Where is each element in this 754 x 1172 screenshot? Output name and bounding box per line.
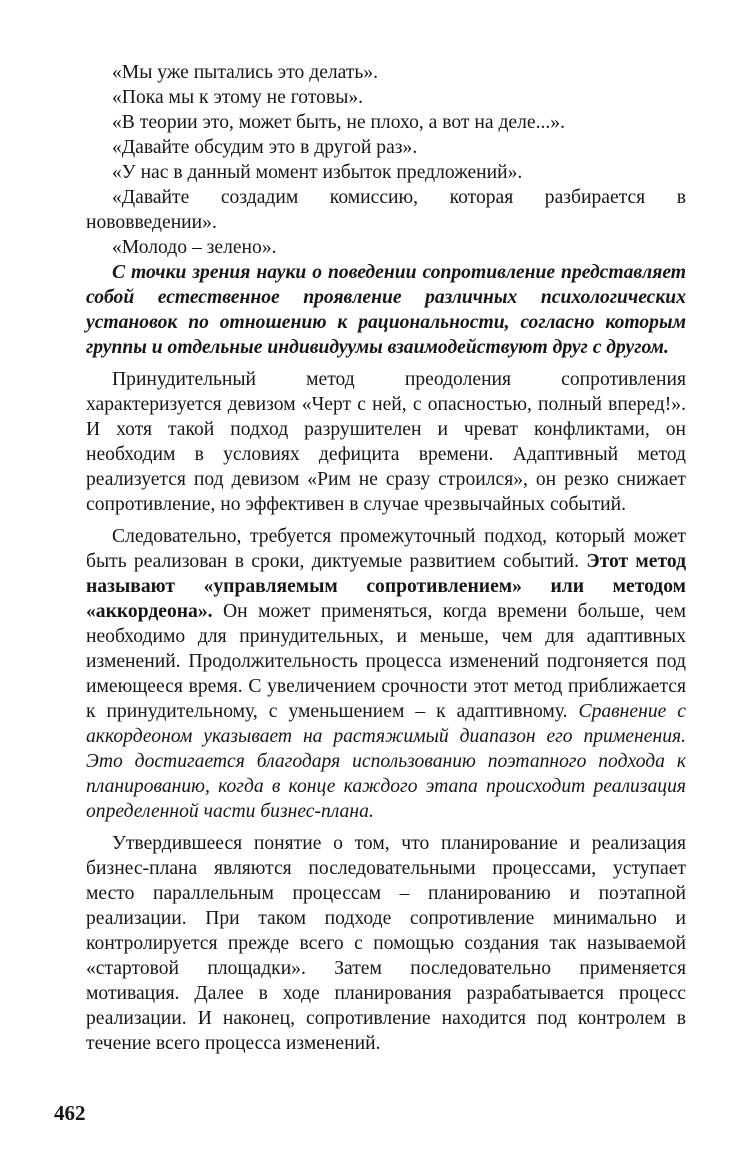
quote-line: «Молодо – зелено». [112,237,277,258]
quote-line: «Давайте обсудим это в другой раз». [112,137,418,158]
page-number: 462 [54,1101,86,1125]
quote-line: «В теории это, может быть, не плохо, а вот на деле...». [112,112,565,133]
quote-line: «Пока мы к этому не готовы». [112,87,364,108]
bold-definition: Этот метод называют «управляемым сопротивлением» или методом «аккордеона». [86,551,686,622]
paragraph-accordion-method [86,524,686,824]
definition-paragraph: С точки зрения науки о поведении сопротивление представляет собой естественное проявление различных психологических установок по отношению к рациональности, согласно которым группы и отдельные индивидуумы взаимодействуют друг с другом. [86,262,686,358]
paragraph-text: Следовательно, требуется промежуточный подход, который может быть реализован в сроки, диктуемые развитием событий. [86,526,686,572]
quote-line: «Мы уже пытались это делать». [112,62,379,83]
paragraph-forced-method: Принудительный метод преодоления сопротивления характеризуется девизом «Черт с ней, с опасностью, полный вперед!». И хотя такой подход разрушителен и чреват конфликтами, он необходим в условиях дефицита времени. Адаптивный метод реализуется под девизом «Рим не сразу строился», он резко снижает сопротивление, но эффективен в случае чрезвычайных событий. [86,369,686,515]
italic-explanation: Сравнение с аккордеоном указывает на растяжимый диапазон его применения. Это достигается благодаря использованию поэтапного подхода к планированию, когда в конце каждого этапа происходит реализация определенной части бизнес-плана. [86,701,686,822]
paragraph-parallel-processes: Утвердившееся понятие о том, что планирование и реализация бизнес-плана являются последовательными процессами, уступает место параллельным процессам – планированию и поэтапной реализации. При таком подходе сопротивление минимально и контролируется прежде всего с помощью создания так называемой «стартовой площадки». Затем последовательно применяется мотивация. Далее в ходе планирования разрабатывается процесс реализации. И наконец, сопротивление находится под контролем в течение всего процесса изменений. [86,833,686,1054]
page-body [86,60,686,1056]
paragraph-text: Он может применяться, когда времени больше, чем необходимо для принудительных, и меньше, чем для адаптивных изменений. Продолжительность процесса изменений подгоняется под имеющееся время. С увеличением срочности этот метод приближается к принудительному, с уменьшением – к адаптивному. [86,601,686,722]
quote-line: «Давайте создадим комиссию, которая разбирается в нововведении». [86,187,686,233]
quote-line: «У нас в данный момент избыток предложений». [112,162,523,183]
